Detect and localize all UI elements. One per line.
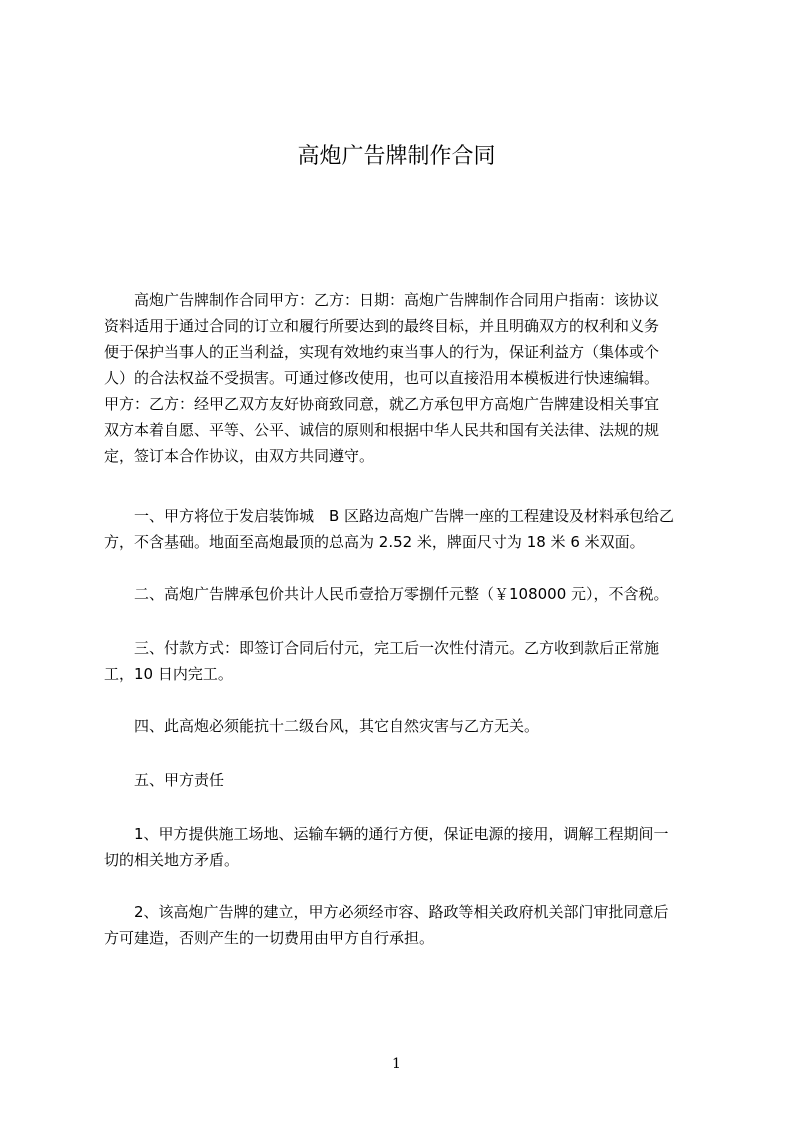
clause-3-paragraph [104, 635, 686, 687]
clause-4-paragraph [104, 713, 686, 739]
clause-3-line: 三、付款方式：即签订合同后付元，完工后一次性付清元。乙方收到款后正常施 [104, 639, 660, 657]
clause-4-line: 四、此高炮必须能抗十二级台风，其它自然灾害与乙方无关。 [104, 717, 540, 735]
intro-line: 资料适用于通过合同的订立和履行所要达到的最终目标，并且明确双方的权利和义务 [104, 317, 660, 335]
clause-5-heading-line: 五、甲方责任 [104, 771, 225, 789]
intro-line: 定，签订本合作协议，由双方共同遵守。 [104, 447, 375, 465]
page-number: 1 [392, 1056, 401, 1072]
clause-5-item-1 [104, 821, 686, 873]
clause-1-paragraph [104, 503, 686, 555]
clause-2-paragraph [104, 581, 686, 607]
intro-line: 甲方：乙方：经甲乙双方友好协商致同意，就乙方承包甲方高炮广告牌建设相关事宜 [104, 395, 660, 413]
clause-5-heading [104, 767, 686, 793]
clause-2-line: 二、高炮广告牌承包价共计人民币壹拾万零捌仟元整（￥108000 元），不含税。 [104, 585, 669, 603]
intro-line: 高炮广告牌制作合同甲方：乙方：日期：高炮广告牌制作合同用户指南：该协议 [104, 291, 660, 309]
clause-5-item-2-line: 方可建造，否则产生的一切费用由甲方自行承担。 [104, 929, 435, 947]
intro-line: 便于保护当事人的正当利益，实现有效地约束当事人的行为，保证利益方（集体或个 [104, 343, 660, 361]
clause-5-item-1-line: 1、甲方提供施工场地、运输车辆的通行方便，保证电源的接用，调解工程期间一 [104, 825, 669, 843]
intro-line: 双方本着自愿、平等、公平、诚信的原则和根据中华人民共和国有关法律、法规的规 [104, 421, 660, 439]
intro-paragraph [104, 287, 686, 469]
clause-5-item-1-line: 切的相关地方矛盾。 [104, 851, 240, 869]
clause-5-item-2 [104, 899, 686, 951]
clause-1-line: 方，不含基础。地面至高炮最顶的总高为 2.52 米，牌面尺寸为 18 米 6 米双面。 [104, 533, 645, 551]
clause-1-line: 一、甲方将位于发启装饰城 B 区路边高炮广告牌一座的工程建设及材料承包给乙 [104, 507, 675, 525]
document-title: 高炮广告牌制作合同 [297, 144, 496, 169]
clause-3-line: 工，10 日内完工。 [104, 665, 233, 683]
intro-line: 人）的合法权益不受损害。可通过修改使用，也可以直接沿用本模板进行快速编辑。 [104, 369, 660, 387]
clause-5-item-2-line: 2、该高炮广告牌的建立，甲方必须经市容、路政等相关政府机关部门审批同意后 [104, 903, 669, 921]
